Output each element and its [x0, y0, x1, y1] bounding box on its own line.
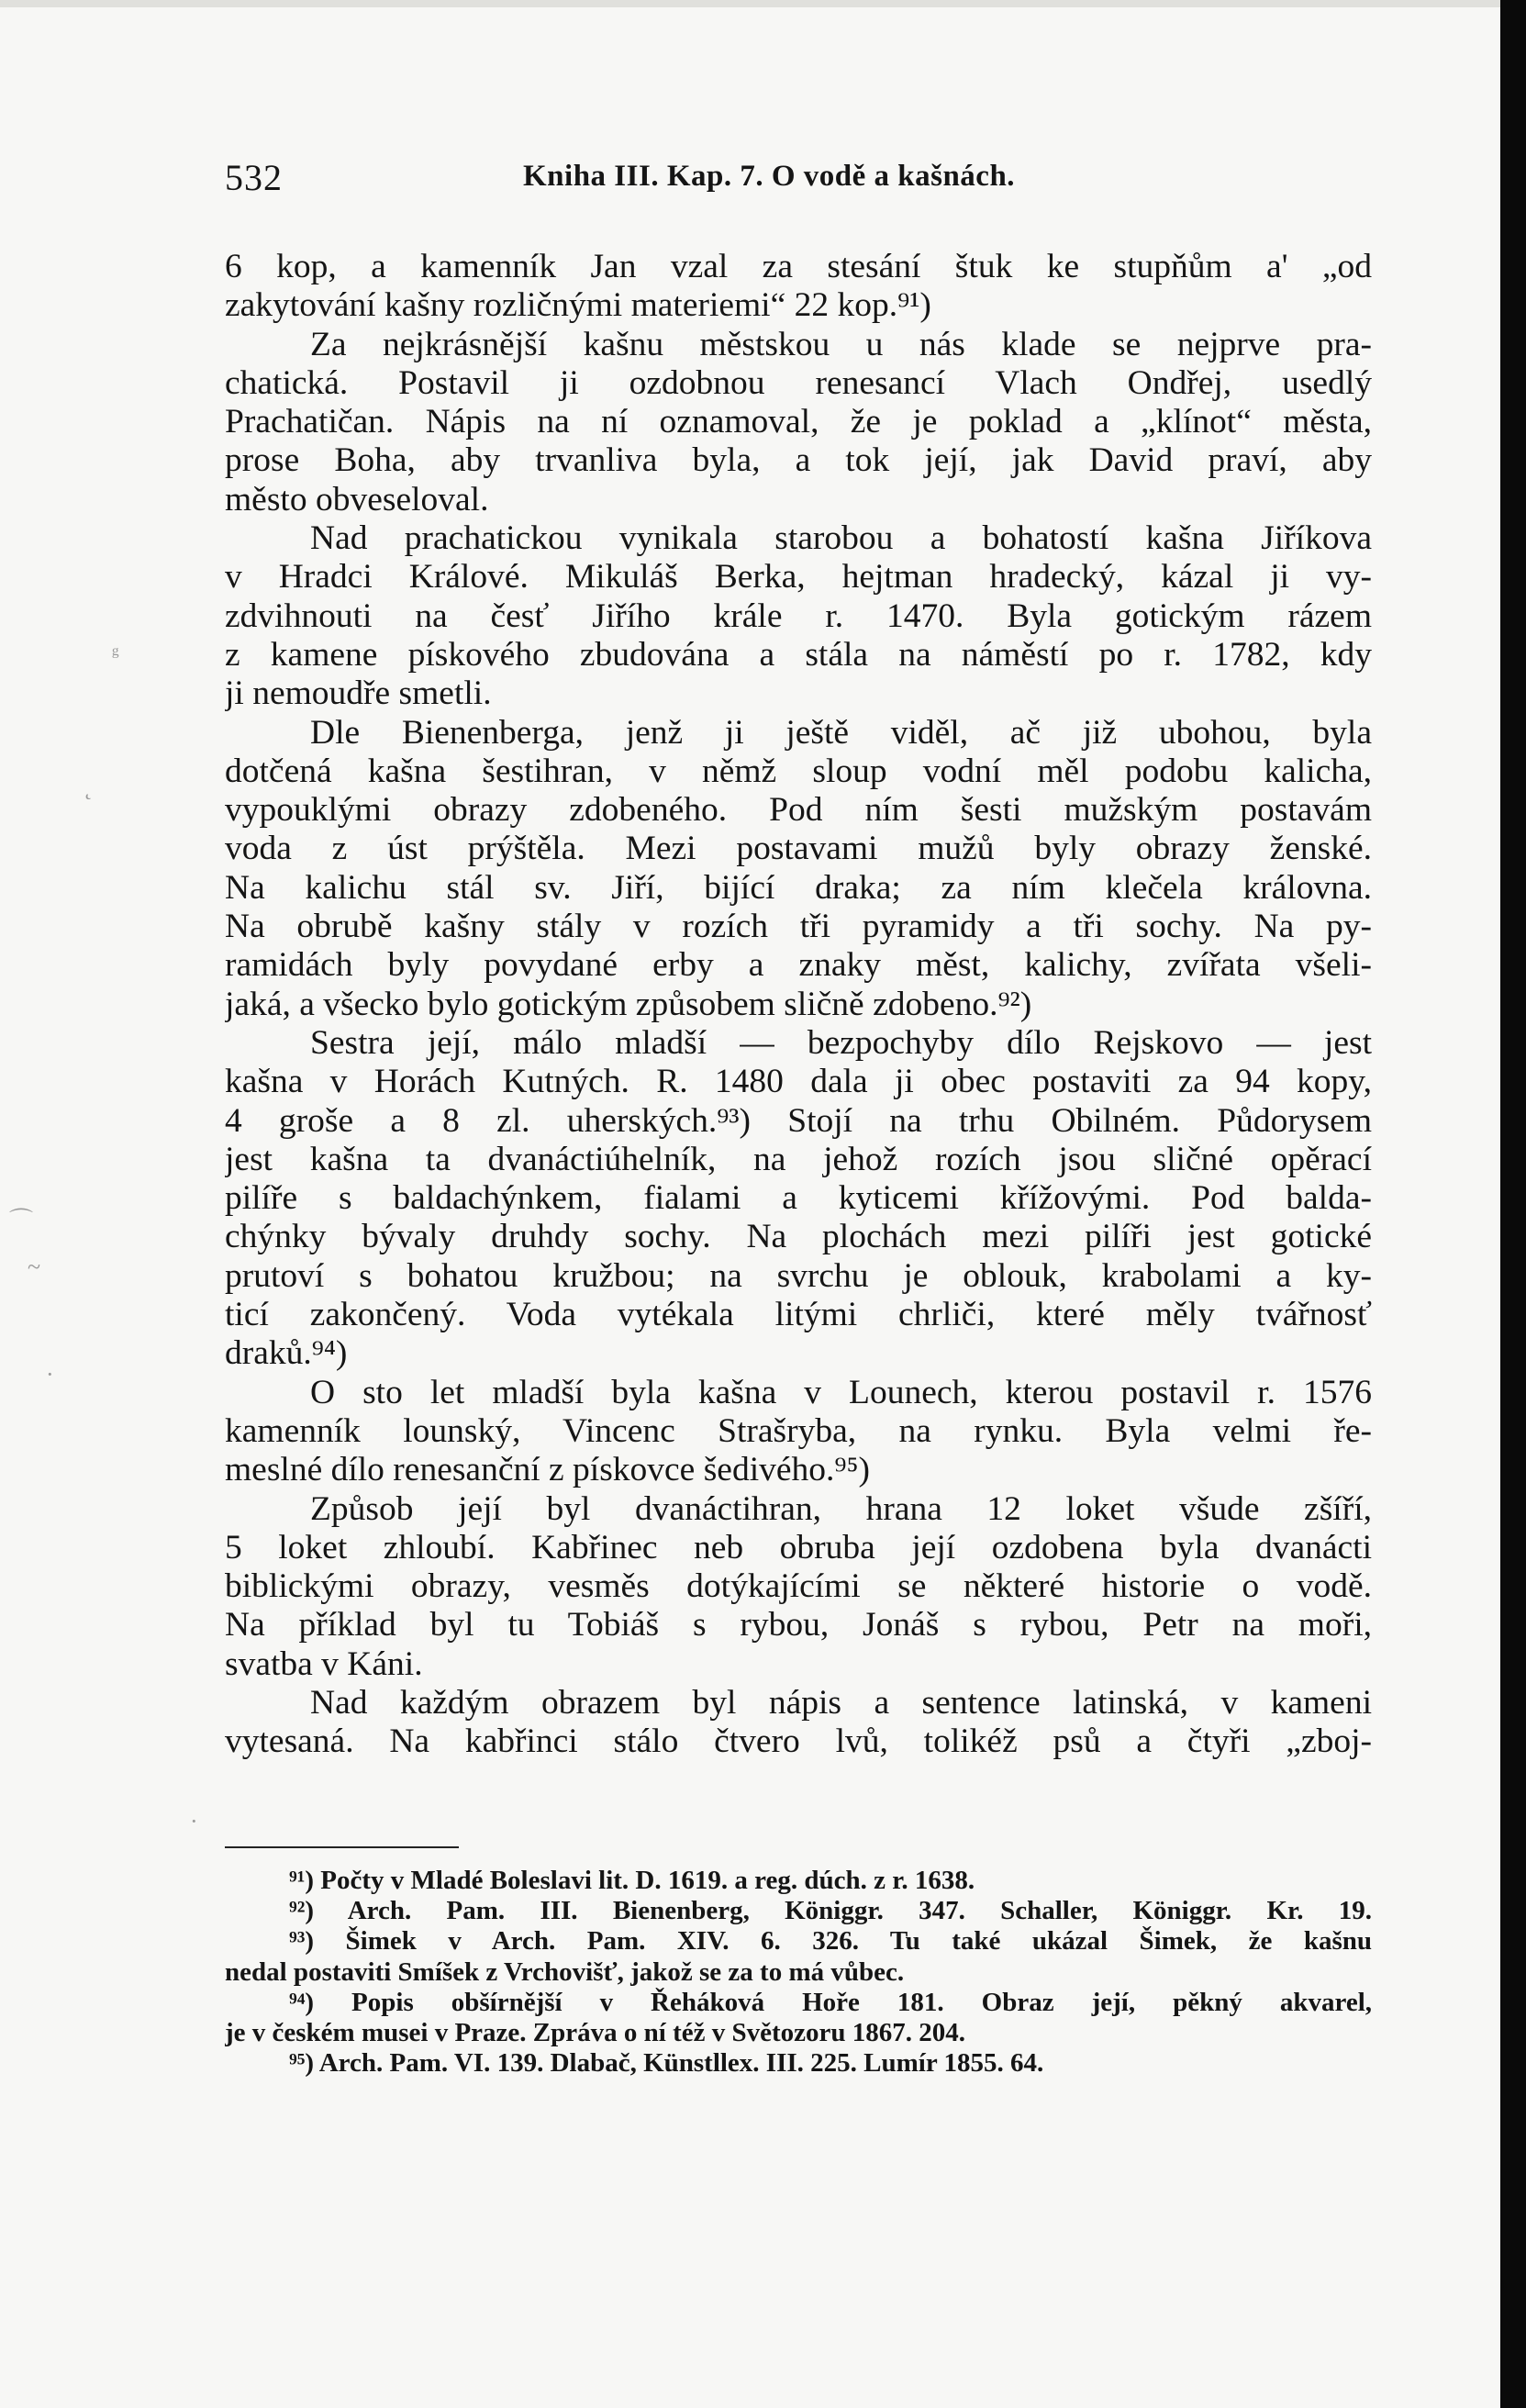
text-line: Za nejkrásnější kašnu městskou u nás klade se nejprve pra- [310, 325, 1372, 363]
text-line: 4 groše a 8 zl. uherských.⁹³) Stojí na trhu Obilném. Půdorysem [225, 1101, 1372, 1140]
text-line: Sestra její, málo mladší — bezpochyby dílo Rejskovo — jest [310, 1023, 1372, 1062]
text-line: svatba v Káni. [225, 1644, 423, 1683]
footnote-separator [225, 1846, 459, 1848]
text-line: Prachatičan. Nápis na ní oznamoval, že je poklad a „klínot“ města, [225, 403, 1372, 441]
text-line: Na obrubě kašny stály v rozích tři pyramidy a tři sochy. Na py- [225, 908, 1372, 946]
page-number: 532 [225, 157, 283, 198]
text-line: kamenník lounský, Vincenc Strašryba, na rynku. Byla velmi ře- [225, 1411, 1372, 1450]
body-text [225, 248, 1372, 1762]
scan-border-right [1500, 0, 1526, 2408]
text-line: chýnky bývaly druhdy sochy. Na plochách mezi pilíři jest gotické [225, 1218, 1372, 1256]
text-line: ticí zakončený. Voda vytékala litými chrliči, které měly tvářnosť [225, 1296, 1372, 1334]
page-top-edge [0, 0, 1526, 7]
footnote-line: ⁹⁴) Popis obšírnější v Řeháková Hoře 181. Obraz její, pěkný akvarel, [289, 1987, 1372, 2017]
text-line: jest kašna ta dvanáctiúhelník, na jehož rozích jsou sličné opěrací [225, 1140, 1372, 1178]
margin-mark: · [46, 1361, 54, 1388]
text-line: 6 kop, a kamenník Jan vzal za stesání štuk ke stupňům a' „od [225, 248, 1372, 285]
text-line: voda z úst prýštěla. Mezi postavami mužů byly obrazy ženské. [225, 830, 1372, 868]
footnote-line: ⁹²) Arch. Pam. III. Bienenberg, Königgr. 347. Schaller, Königgr. Kr. 19. [289, 1896, 1372, 1926]
text-line: kašna v Horách Kutných. R. 1480 dala ji obec postaviti za 94 kopy, [225, 1063, 1372, 1101]
margin-mark: · [190, 1808, 198, 1834]
footnote-line: ⁹⁵) Arch. Pam. VI. 139. Dlabač, Künstllex. III. 225. Lumír 1855. 64. [289, 2048, 1044, 2079]
text-line: Nad prachatickou vynikala starobou a bohatostí kašna Jiříkova [310, 519, 1372, 558]
text-line: Způsob její byl dvanáctihran, hrana 12 loket všude zšíří, [310, 1489, 1372, 1528]
text-line: Nad každým obrazem byl nápis a sentence latinská, v kameni [310, 1683, 1372, 1722]
running-head: Kniha III. Kap. 7. O vodě a kašnách. [523, 160, 1016, 193]
text-line: meslné dílo renesanční z pískovce šedivého.⁹⁵) [225, 1451, 871, 1489]
margin-mark: ᵍ [112, 641, 119, 667]
text-line: vypouklými obrazy zdobeného. Pod ním šesti mužským postavám [225, 791, 1372, 830]
text-line: prutoví s bohatou kružbou; na svrchu je oblouk, krabolami a ky- [225, 1256, 1372, 1295]
margin-mark: ⌒ [9, 1208, 34, 1234]
text-line: ramidách byly povydané erby a znaky měst, kalichy, zvířata všeli- [225, 946, 1372, 985]
page-header [225, 156, 1363, 211]
text-line: prose Boha, aby trvanliva byla, a tok její, jak David praví, aby [225, 441, 1372, 480]
text-line: biblickými obrazy, vesměs dotýkajícími se některé historie o vodě. [225, 1567, 1372, 1606]
text-line: Dle Bienenberga, jenž ji ještě viděl, ač již ubohou, byla [310, 713, 1372, 752]
text-line: 5 loket zhloubí. Kabřinec neb obruba její ozdobena byla dvanácti [225, 1528, 1372, 1566]
text-line: Na příklad byl tu Tobiáš s rybou, Jonáš s rybou, Petr na moři, [225, 1606, 1372, 1644]
text-line: pilíře s baldachýnkem, fialami a kyticemi křížovými. Pod balda- [225, 1179, 1372, 1218]
text-line: dotčená kašna šestihran, v němž sloup vodní měl podobu kalicha, [225, 752, 1372, 790]
text-line: ji nemoudře smetli. [225, 674, 492, 713]
text-line: město obveseloval. [225, 480, 489, 518]
text-line: O sto let mladší byla kašna v Lounech, kterou postavil r. 1576 [310, 1373, 1372, 1411]
footnote-line: ⁹¹) Počty v Mladé Boleslavi lit. D. 1619. a reg. dúch. z r. 1638. [289, 1866, 975, 1895]
footnote-line: ⁹³) Šimek v Arch. Pam. XIV. 6. 326. Tu také ukázal Šimek, že kašnu [289, 1926, 1372, 1956]
text-line: zdvihnouti na česť Jiřího krále r. 1470. Byla gotickým rázem [225, 596, 1372, 635]
text-line: vytesaná. Na kabřinci stálo čtvero lvů, tolikéž psů a čtyři „zboj- [225, 1722, 1372, 1761]
text-line: jaká, a všecko bylo gotickým způsobem sličně zdobeno.⁹²) [225, 985, 1032, 1023]
margin-mark: ˛ [84, 774, 93, 800]
margin-mark: ~ [28, 1254, 41, 1280]
footnote-line: je v českém musei v Praze. Zpráva o ní též v Světozoru 1867. 204. [225, 2017, 966, 2047]
text-line: chatická. Postavil ji ozdobnou renesancí Vlach Ondřej, usedlý [225, 363, 1372, 402]
text-line: Na kalichu stál sv. Jiří, bijící draka; za ním klečela královna. [225, 868, 1372, 907]
text-line: zakytování kašny rozličnými materiemi“ 22 kop.⁹¹) [225, 286, 931, 325]
footnote-line: nedal postaviti Smíšek z Vrchovišť, jakož se za to má vůbec. [225, 1956, 905, 1987]
text-line: draků.⁹⁴) [225, 1334, 348, 1373]
footnotes [225, 1866, 1372, 2079]
text-line: z kamene pískového zbudována a stála na náměstí po r. 1782, kdy [225, 635, 1372, 674]
text-line: v Hradci Králové. Mikuláš Berka, hejtman hradecký, kázal ji vy- [225, 558, 1372, 596]
